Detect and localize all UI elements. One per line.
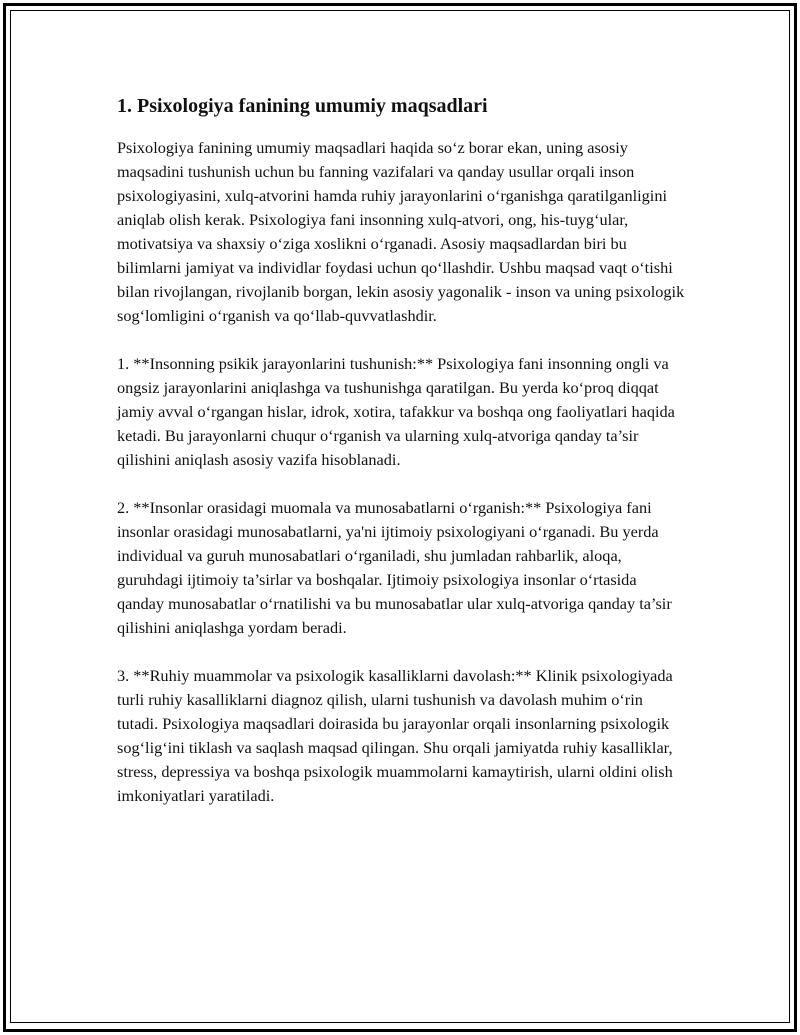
paragraph-point-1: 1. **Insonning psikik jarayonlarini tushunish:** Psixologiya fani insonning ongli va ongsiz jarayonlarini aniqlashga va tushunishga qaratilgan. Bu yerda ko‘proq diqqat jamiy avval o‘rgangan hislar, idrok, xotira, tafakkur va boshqa ong faoliyatlari haqida ketadi. Bu jarayonlarni chuqur o‘rganish va ularning xulq-atvoriga qanday ta’sir qilishini aniqlash asosiy vazifa hisoblanadi.	[117, 354, 675, 469]
paragraph-point-3: 3. **Ruhiy muammolar va psixologik kasalliklarni davolash:** Klinik psixologiyada turli ruhiy kasalliklarni diagnoz qilish, ularni tushunish va davolash muhim o‘rin tutadi. Psixologiya maqsadlari doirasida bu jarayonlar orqali insonlarning psixologik sog‘lig‘ini tiklash va saqlash maqsad qilingan. Shu orqali jamiyatda ruhiy kasalliklar, stress, depressiya va boshqa psixologik muammolarni kamaytirish, ularni oldini olish imkoniyatlari yaratiladi.	[117, 666, 673, 805]
section-heading: 1. Psixologiya fanining umumiy maqsadlari	[117, 95, 488, 117]
document-body	[117, 93, 687, 832]
paragraph-point-2: 2. **Insonlar orasidagi muomala va munosabatlarni o‘rganish:** Psixologiya fani insonlar orasidagi munosabatlarni, ya'ni ijtimoiy psixologiyani o‘rganadi. Bu yerda individual va guruh munosabatlari o‘rganiladi, shu jumladan rahbarlik, aloqa, guruhdagi ijtimoiy ta’sirlar va boshqalar. Ijtimoiy psixologiya insonlar o‘rtasida qanday munosabatlar o‘rnatilishi va bu munosabatlar ular xulq-atvoriga qanday ta’sir qilishini aniqlashga yordam beradi.	[117, 498, 672, 637]
intro-paragraph: Psixologiya fanining umumiy maqsadlari haqida so‘z borar ekan, uning asosiy maqsadini tushunish uchun bu fanning vazifalari va qanday usullar orqali inson psixologiyasini, xulq-atvorini hamda ruhiy jarayonlarini o‘rganishga qaratilganligini aniqlab olish kerak. Psixologiya fani insonning xulq-atvori, ong, his-tuyg‘ular, motivatsiya va shaxsiy o‘ziga xoslikni o‘rganadi. Asosiy maqsadlardan biri bu bilimlarni jamiyat va individlar foydasi uchun qo‘llashdir. Ushbu maqsad vaqt o‘tishi bilan rivojlangan, rivojlanib borgan, lekin asosiy yagonalik - inson va uning psixologik sog‘lomligini o‘rganish va qo‘llab-quvvatlashdir.	[117, 138, 685, 325]
